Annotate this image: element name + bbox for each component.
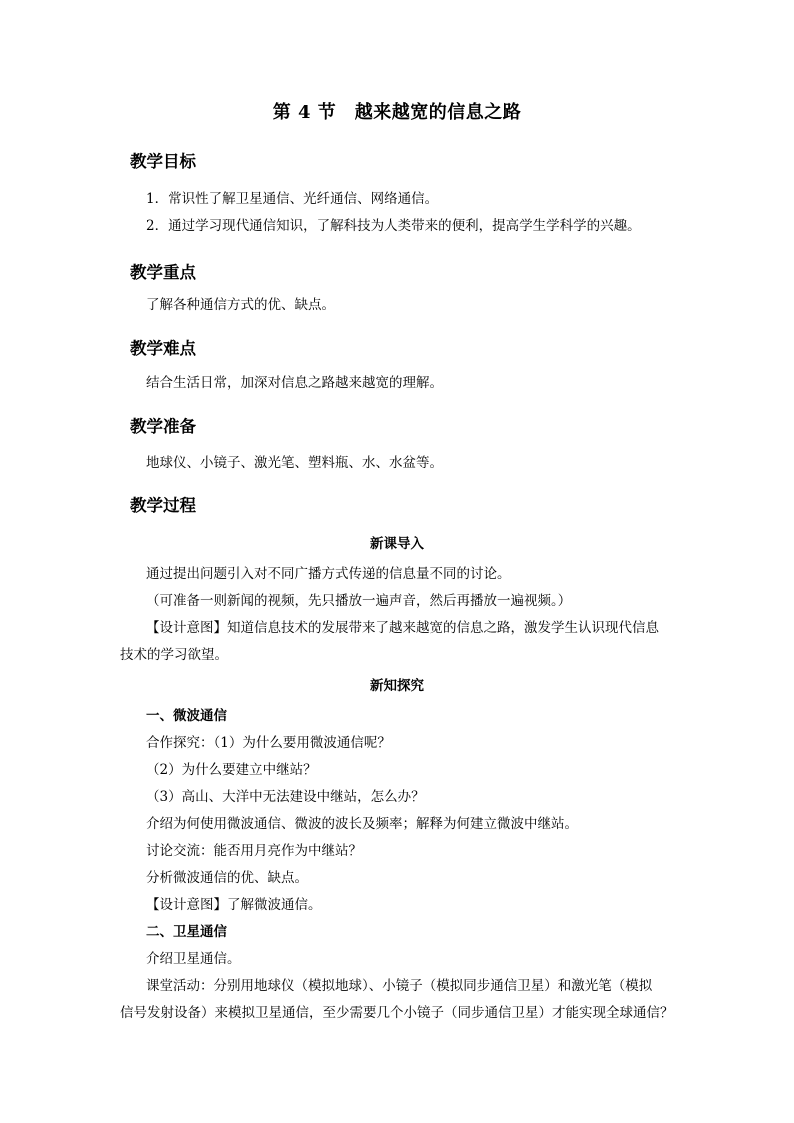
difficult-text: 结合生活日常，加深对信息之路越来越宽的理解。 [146,375,443,391]
part1-line-5: 讨论交流：能否用月亮作为中继站？ [146,843,362,859]
subheading-explore: 新知探究 [370,678,424,694]
part1-line-1: 合作探究：（1）为什么要用微波通信呢？ [146,735,391,751]
part1-title: 一、微波通信 [146,708,227,724]
prep-text: 地球仪、小镜子、激光笔、塑料瓶、水、水盆等。 [146,455,443,471]
section-heading-difficult: 教学难点 [128,339,200,360]
part2-title: 二、卫星通信 [146,924,227,940]
part1-line-4: 介绍为何使用微波通信、微波的波长及频率；解释为何建立微波中继站。 [146,816,578,832]
part1-line-6: 分析微波通信的优、缺点。 [146,870,308,886]
part2-line-3: 信号发射设备）来模拟卫星通信，至少需要几个小镜子（同步通信卫星）才能实现全球通信？ [120,1005,674,1021]
section-heading-process: 教学过程 [128,496,200,517]
section-heading-key: 教学重点 [128,263,200,284]
goal-item-2: 2．通过学习现代通信知识，了解科技为人类带来的便利，提高学生学科学的兴趣。 [146,218,641,234]
part2-line-1: 介绍卫星通信。 [146,951,241,967]
goal-item-1: 1．常识性了解卫星通信、光纤通信、网络通信。 [146,191,439,207]
part2-line-2: 课堂活动：分别用地球仪（模拟地球）、小镜子（模拟同步通信卫星）和激光笔（模拟 [146,978,653,994]
section-heading-goals: 教学目标 [128,152,200,173]
intro-line-1: 通过提出问题引入对不同广播方式传递的信息量不同的讨论。 [146,566,511,582]
intro-line-3: 【设计意图】知道信息技术的发展带来了越来越宽的信息之路，激发学生认识现代信息 [146,620,659,636]
part1-line-3: （3）高山、大洋中无法建设中继站，怎么办？ [146,789,425,805]
intro-line-4: 技术的学习欲望。 [120,647,228,663]
subheading-intro: 新课导入 [370,536,424,552]
part1-line-7: 【设计意图】了解微波通信。 [146,897,322,913]
key-text: 了解各种通信方式的优、缺点。 [146,297,335,313]
page-title: 第 4 节 越来越宽的信息之路 [272,102,522,123]
section-heading-prep: 教学准备 [128,417,200,438]
intro-line-2: （可准备一则新闻的视频，先只播放一遍声音，然后再播放一遍视频。） [146,593,572,609]
part1-line-2: （2）为什么要建立中继站？ [146,762,317,778]
